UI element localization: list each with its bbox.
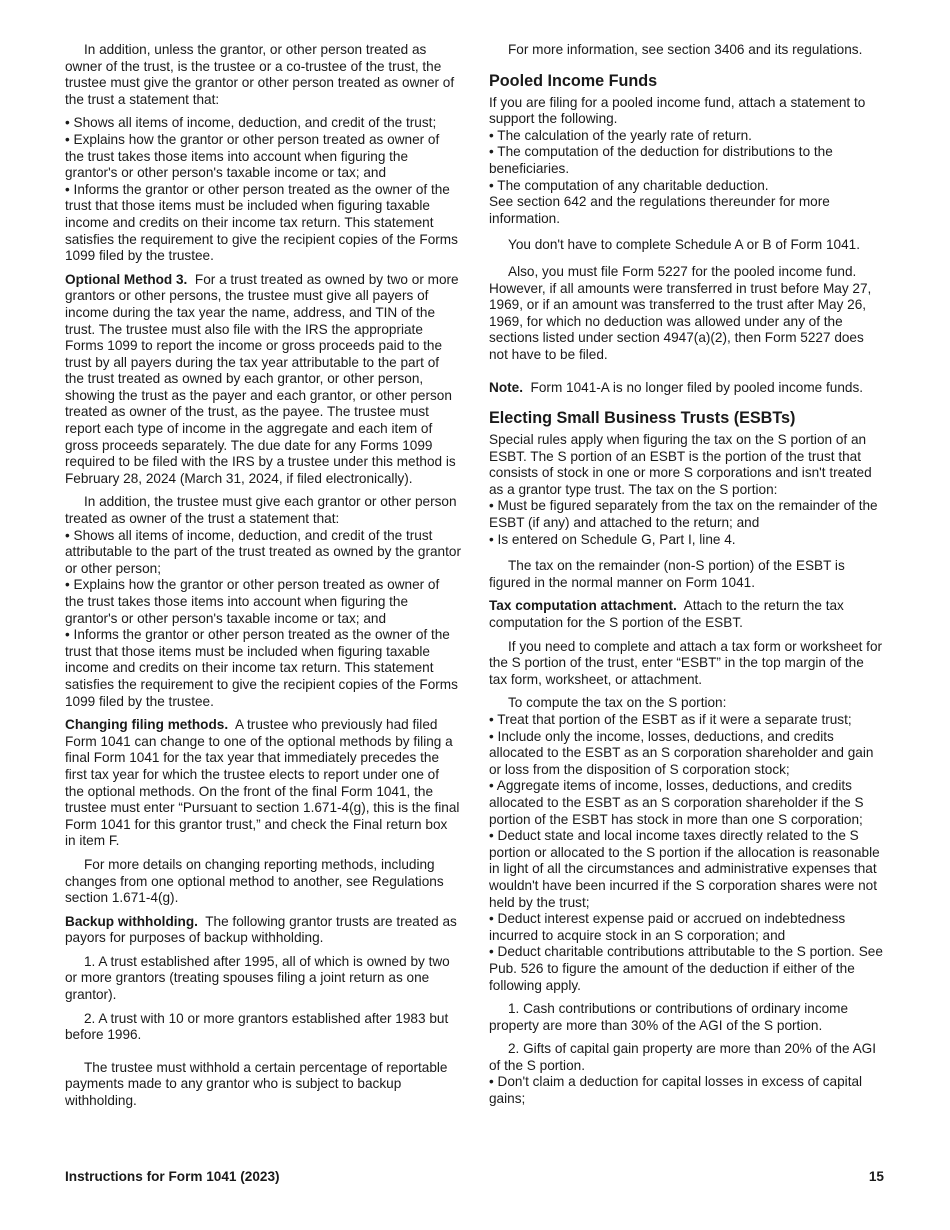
bullet-item: • Shows all items of income, deduction, and credit of the trust attributable to the part of the trust treated as owned by the grantor or other person;: [65, 527, 461, 576]
bullet-item: • Deduct charitable contributions attributable to the S portion. See Pub. 526 to figure the amount of the deduction if either of the following apply.: [489, 944, 883, 993]
paragraph: You don't have to complete Schedule A or B of Form 1041.: [508, 237, 860, 253]
section-heading-esbt: Electing Small Business Trusts (ESBTs): [489, 409, 796, 428]
paragraph: In addition, unless the grantor, or other person treated as owner of the trust, is the trustee or a co-trustee of the trust, the trustee must give the grantor or other person treated as owner of the trust a statement that:: [65, 42, 455, 107]
tax-computation-text: Attach to the return the tax computation for the S portion of the ESBT.: [489, 598, 844, 631]
bullet-item: • Is entered on Schedule G, Part I, line 4.: [489, 531, 736, 547]
paragraph: The trustee must withhold a certain percentage of reportable payments made to any grantor who is subject to backup withholding.: [65, 1059, 448, 1109]
note-heading: Note.: [489, 379, 523, 395]
paragraph: For more details on changing reporting methods, including changes from one optional method to another, see Regulations section 1.671-4(g).: [65, 856, 444, 906]
numbered-item: 1. A trust established after 1995, all of which is owned by two or more grantors (treating spouses filing a joint return as one grantor).: [65, 953, 450, 1003]
bullet-item: • The computation of any charitable deduction.: [489, 177, 769, 193]
bullet-item: • Treat that portion of the ESBT as if it were a separate trust;: [489, 712, 852, 727]
paragraph: In addition, the trustee must give each grantor or other person treated as owner of the trust a statement that:: [65, 494, 457, 527]
numbered-item: 2. A trust with 10 or more grantors established after 1983 but before 1996.: [65, 1010, 449, 1043]
section-heading-pooled-income-funds: Pooled Income Funds: [489, 71, 658, 90]
note-paragraph: [489, 380, 885, 397]
paragraph: If you are filing for a pooled income fund, attach a statement to support the following.: [489, 94, 866, 127]
paragraph: To compute the tax on the S portion:: [508, 695, 727, 711]
bullet-item: • Don't claim a deduction for capital losses in excess of capital gains;: [489, 1074, 863, 1107]
paragraph: Also, you must file Form 5227 for the pooled income fund. However, if all amounts were transferred in trust before May 27, 1969, or if an amount was transferred to the trust after May 26, 1969, for which no deduction was allowed under any of the sections listed under section 4947(a)(2), then Form 5227 does not have to be filed.: [489, 263, 872, 362]
bullet-item: • Include only the income, losses, deductions, and credits allocated to the ESBT as an S corporation shareholder and gain or loss from the disposition of S corporation stock;: [489, 728, 874, 777]
bullet-item: • The calculation of the yearly rate of return.: [489, 127, 752, 143]
backup-withholding-paragraph: [65, 914, 461, 947]
tax-computation-paragraph: [489, 598, 885, 631]
page-number: 15: [868, 1169, 884, 1184]
note-text: Form 1041-A is no longer filed by pooled income funds.: [530, 379, 864, 395]
right-column: [489, 42, 885, 1108]
bullet-item: • Must be figured separately from the tax on the remainder of the ESBT (if any) and attached to the return; and: [489, 498, 878, 531]
optional-method-3-heading: Optional Method 3.: [65, 271, 188, 287]
bullet-item: • Shows all items of income, deduction, and credit of the trust;: [65, 115, 437, 131]
left-column: [65, 42, 461, 1117]
bullet-item: • Informs the grantor or other person treated as the owner of the trust that those items must be included when figuring taxable income and credits on their income tax return. This statement satisfies the requirement to give the recipient copies of the Forms 1099 filed by the trustee.: [65, 627, 458, 709]
backup-withholding-text: The following grantor trusts are treated as payors for purposes of backup withholding.: [65, 913, 457, 946]
backup-withholding-heading: Backup withholding.: [65, 913, 198, 929]
bullet-item: • Aggregate items of income, losses, deductions, and credits allocated to the ESBT as an S corporation shareholder if the S portion of the ESBT has stock in more than one S corporation;: [489, 778, 864, 827]
changing-filing-methods-heading: Changing filing methods.: [65, 717, 229, 733]
bullet-item: • Deduct interest expense paid or accrued on indebtedness incurred to acquire stock in an S corporation; and: [489, 911, 846, 943]
paragraph: If you need to complete and attach a tax form or worksheet for the S portion of the trust, enter “ESBT” in the top margin of the tax form, worksheet, or attachment.: [489, 638, 883, 687]
bullet-item: • Explains how the grantor or other person treated as owner of the trust takes those items into account when figuring the grantor's or other person's taxable income or tax; and: [65, 577, 440, 626]
footer-title: Instructions for Form 1041 (2023): [65, 1169, 280, 1184]
numbered-item: 2. Gifts of capital gain property are more than 20% of the AGI of the S portion.: [489, 1041, 876, 1073]
bullet-item: • Informs the grantor or other person treated as the owner of the trust that those items must be included when figuring taxable income and credits on their income tax return. This statement satisfies the requirement to give the recipient copies of the Forms 1099 filed by the trustee.: [65, 181, 458, 264]
bullet-item: • Explains how the grantor or other person treated as owner of the trust takes those items into account when figuring the grantor's or other person's taxable income or tax; and: [65, 131, 440, 181]
paragraph: Special rules apply when figuring the tax on the S portion of an ESBT. The S portion of an ESBT is the portion of the trust that consists of stock in one or more S corporations and isn't treated as a grantor type trust. The tax on the S portion:: [489, 432, 872, 497]
paragraph: For more information, see section 3406 and its regulations.: [508, 42, 863, 57]
paragraph: The tax on the remainder (non-S portion) of the ESBT is figured in the normal manner on Form 1041.: [489, 558, 845, 590]
bullet-item: • Deduct state and local income taxes directly related to the S portion or allocated to the S portion if the allocation is reasonable in light of all the circumstances and administrative expenses that wouldn't have been incurred if the S corporation shares were not held by the trust;: [489, 828, 880, 910]
changing-filing-methods-text: A trustee who previously had filed Form 1041 can change to one of the optional methods by filing a final Form 1041 for the tax year that immediately precedes the first tax year for which the trustee elects to report under one of the optional methods. On the front of the final Form 1041, the trustee must enter “Pursuant to section 1.671-4(g), this is the final Form 1041 for this grantor trust,” and check the Final return box in item F.: [65, 717, 460, 849]
optional-method-3-paragraph: [65, 272, 461, 488]
optional-method-3-text: For a trust treated as owned by two or more grantors or other persons, the trustee must give all payers of income during the tax year the name, address, and TIN of the trust. The trustee must also file with the IRS the appropriate Forms 1099 to report the income or gross proceeds paid to the trust by all payers during the tax year attributable to the part of the trust treated as owned by each grantor, or other person, showing the trust as the payer and each grantor, or other person treated as owner of the trust, as the payee. The trustee must report each type of income in the aggregate and each item of gross proceeds separately. The due date for any Forms 1099 required to be filed with the IRS by a trustee under this method is February 28, 2024 (March 31, 2024, if filed electronically).: [65, 271, 459, 486]
tax-computation-heading: Tax computation attachment.: [489, 598, 677, 614]
paragraph: See section 642 and the regulations thereunder for more information.: [489, 194, 830, 226]
bullet-item: • The computation of the deduction for distributions to the beneficiaries.: [489, 144, 833, 176]
numbered-item: 1. Cash contributions or contributions of ordinary income property are more than 30% of the AGI of the S portion.: [489, 1001, 849, 1033]
changing-filing-methods-paragraph: [65, 717, 461, 850]
